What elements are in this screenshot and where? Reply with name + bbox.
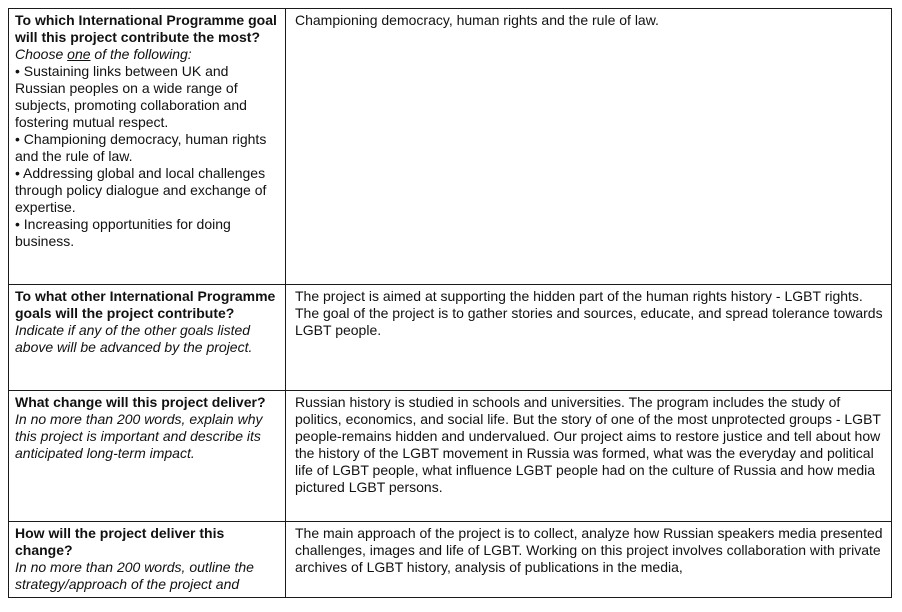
question-cell: [9, 391, 286, 522]
table-row-delivery: [9, 522, 892, 598]
question-cell: [9, 522, 286, 598]
answer-cell: [286, 522, 892, 598]
question-title: To which International Programme goal will this project contribute the most?: [15, 12, 277, 45]
answer-cell: [286, 285, 892, 391]
question-hint: Indicate if any of the other goals listed above will be advanced by the project.: [15, 322, 253, 355]
question-title: What change will this project deliver?: [15, 394, 266, 410]
goal-option: • Sustaining links between UK and Russian peoples on a wide range of subjects, promoting collaboration and fostering mutual respect.: [15, 63, 247, 130]
answer-text: The main approach of the project is to collect, analyze how Russian speakers media presented challenges, images and life of LGBT. Working on this project involves collaboration with private archives of LGBT history, analysis of publications in the media,: [295, 525, 883, 575]
question-cell: [9, 9, 286, 285]
question-hint: [15, 46, 281, 63]
goal-option: • Increasing opportunities for doing business.: [15, 216, 231, 249]
question-hint: In no more than 200 words, explain why this project is important and describe its anticipated long-term impact.: [15, 411, 263, 461]
question-title: To what other International Programme goals will the project contribute?: [15, 288, 276, 321]
goal-option: • Addressing global and local challenges through policy dialogue and exchange of expertise.: [15, 165, 267, 215]
answer-cell: [286, 9, 892, 285]
question-cell: [9, 285, 286, 391]
application-form-table: [8, 8, 892, 598]
table-row-main-goal: [9, 9, 892, 285]
table-row-other-goals: [9, 285, 892, 391]
hint-underlined-word: one: [67, 46, 91, 62]
answer-cell: [286, 391, 892, 522]
question-hint: In no more than 200 words, outline the strategy/approach of the project and: [15, 559, 254, 592]
answer-text: Championing democracy, human rights and the rule of law.: [295, 12, 659, 28]
table-row-change: [9, 391, 892, 522]
hint-text: Choose: [15, 46, 68, 62]
question-title: How will the project deliver this change?: [15, 525, 225, 558]
hint-text: of the following:: [90, 46, 192, 62]
answer-text: The project is aimed at supporting the hidden part of the human rights history - LGBT rights. The goal of the project is to gather stories and sources, educate, and spread tolerance towards LGBT people.: [295, 288, 883, 338]
goal-option: • Championing democracy, human rights and the rule of law.: [15, 131, 267, 164]
answer-text: Russian history is studied in schools and universities. The program includes the study of politics, economics, and social life. But the story of one of the most unprotected groups - LGBT people-remains hidden and undervalued. Our project aims to restore justice and tell about how the history of the LGBT movement in Russia was formed, what was the everyday and political life of LGBT people, what influence LGBT people had on the culture of Russia and how media pictured LGBT persons.: [295, 394, 881, 495]
